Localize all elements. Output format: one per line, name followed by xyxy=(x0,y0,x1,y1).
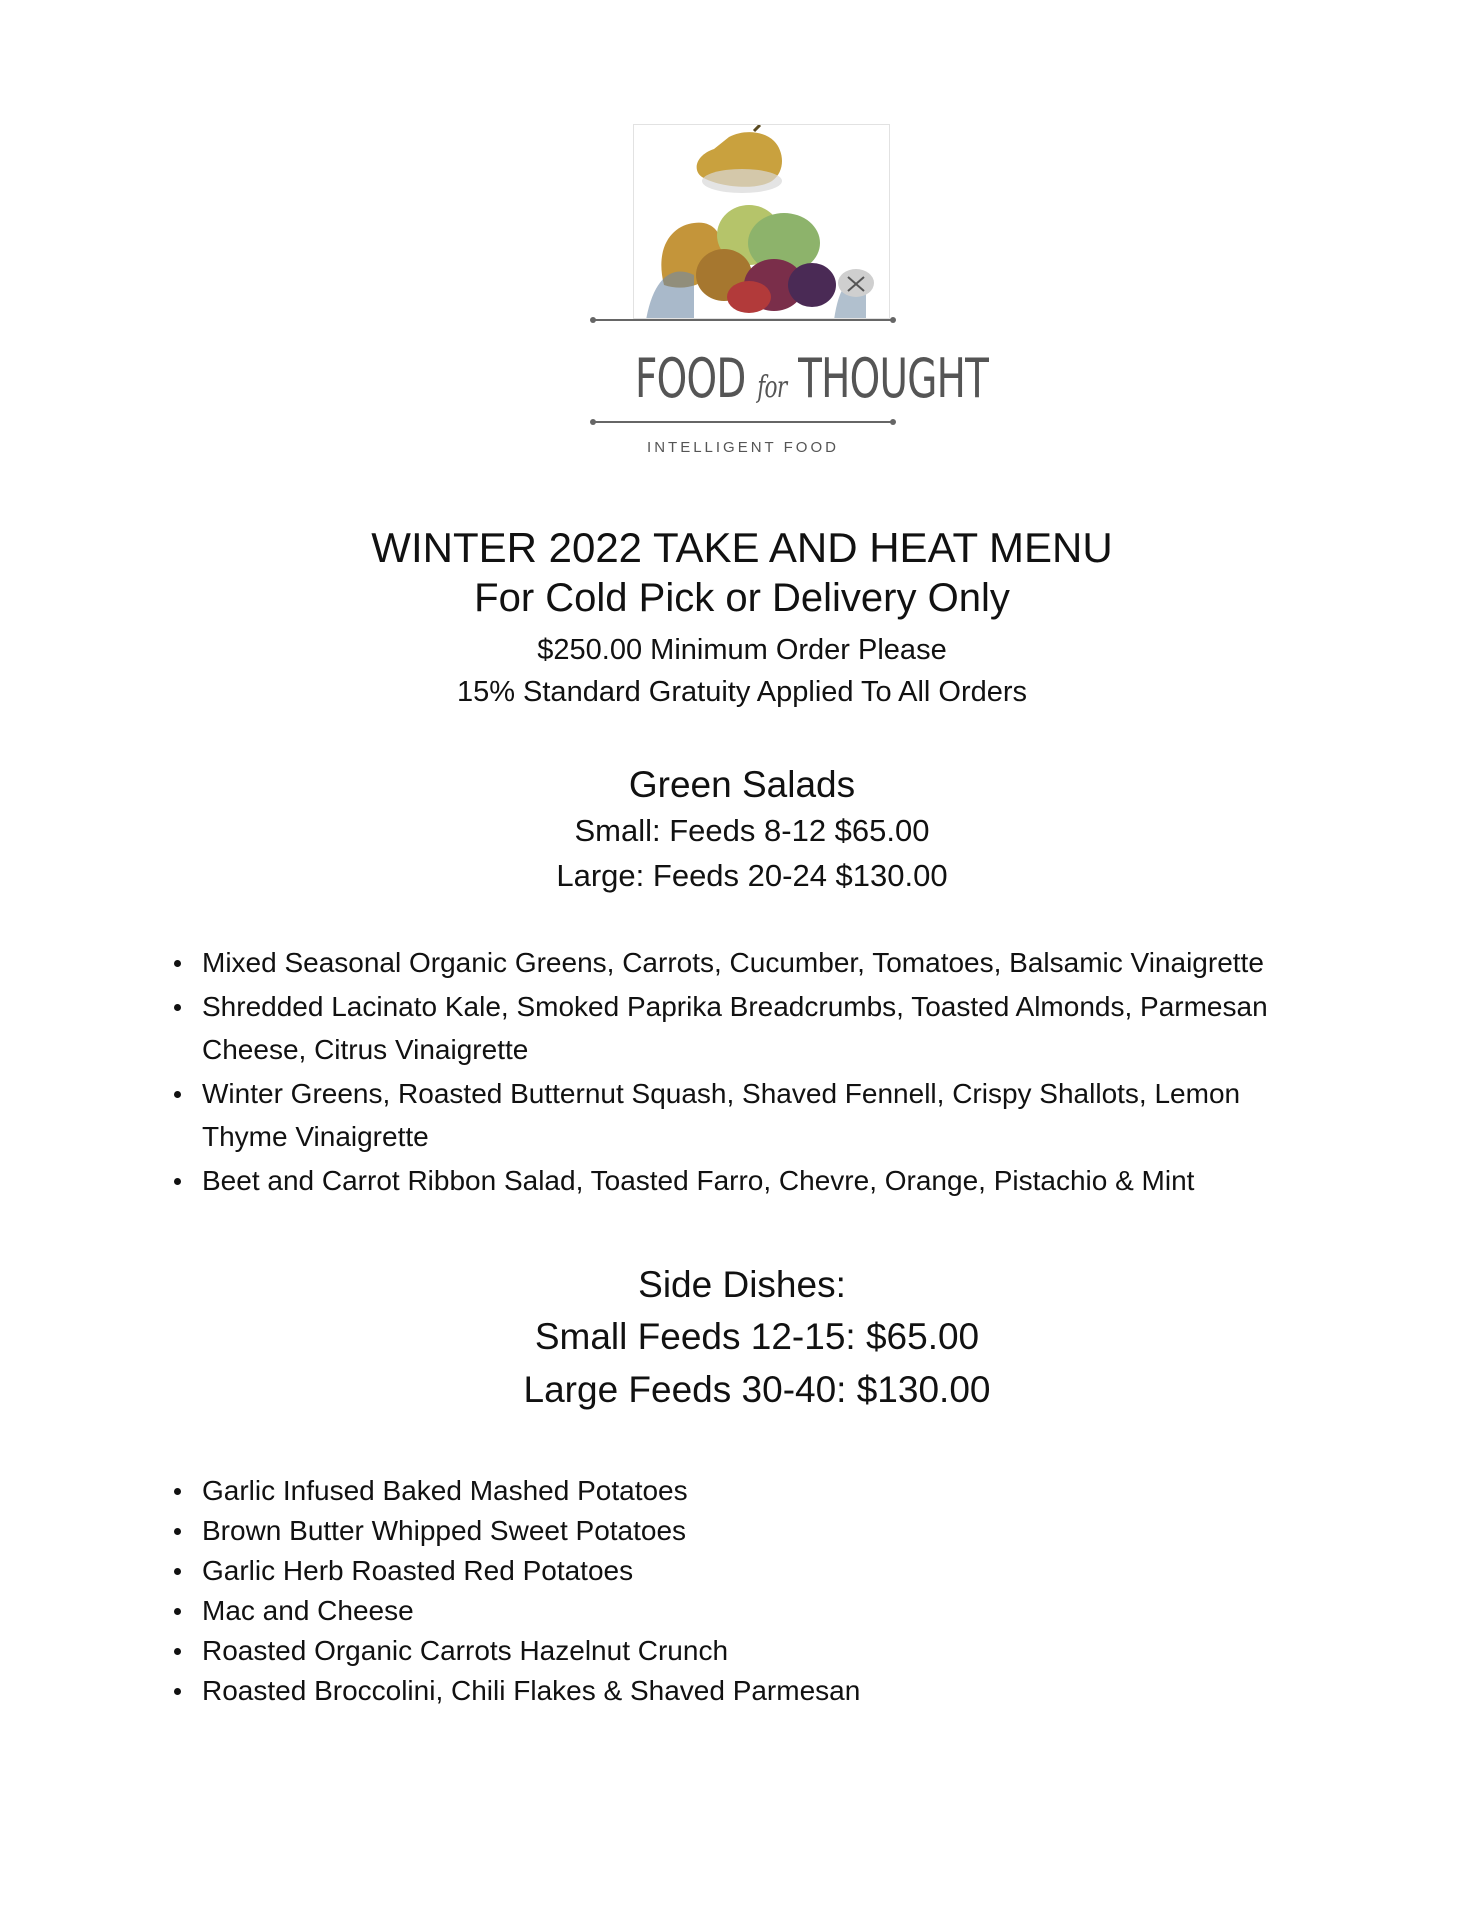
logo-word-food: FOOD xyxy=(635,347,746,410)
list-item: Winter Greens, Roasted Butternut Squash, Shaved Fennell, Crispy Shallots, Lemon Thyme Vinaigrette xyxy=(170,1072,1290,1159)
logo-bottom-rule xyxy=(593,421,893,423)
side-dishes-large-price: Large Feeds 30-40: $130.00 xyxy=(523,1369,991,1410)
list-item: Roasted Broccolini, Chili Flakes & Shaved Parmesan xyxy=(170,1671,1070,1711)
side-dishes-heading: Side Dishes: xyxy=(638,1264,846,1305)
list-item: Shredded Lacinato Kale, Smoked Paprika Breadcrumbs, Toasted Almonds, Parmesan Cheese, Citrus Vinaigrette xyxy=(170,985,1290,1072)
minimum-order-note: $250.00 Minimum Order Please xyxy=(537,634,947,666)
list-item: Garlic Herb Roasted Red Potatoes xyxy=(170,1551,1070,1591)
list-item: Beet and Carrot Ribbon Salad, Toasted Farro, Chevre, Orange, Pistachio & Mint xyxy=(170,1159,1290,1203)
logo-wordmark xyxy=(635,334,989,424)
list-item: Mac and Cheese xyxy=(170,1591,1070,1631)
food-for-thought-logo xyxy=(585,124,989,464)
gratuity-note: 15% Standard Gratuity Applied To All Orders xyxy=(456,676,1028,708)
green-salads-list xyxy=(170,941,1290,1202)
logo-word-thought: THOUGHT xyxy=(798,347,989,410)
menu-subtitle: For Cold Pick or Delivery Only xyxy=(474,576,1010,620)
logo-word-for: for xyxy=(757,370,787,405)
green-salads-heading: Green Salads xyxy=(628,764,856,805)
list-item: Garlic Infused Baked Mashed Potatoes xyxy=(170,1471,1070,1511)
list-item: Roasted Organic Carrots Hazelnut Crunch xyxy=(170,1631,1070,1671)
side-dishes-small-price: Small Feeds 12-15: $65.00 xyxy=(534,1316,980,1357)
green-salads-large-price: Large: Feeds 20-24 $130.00 xyxy=(556,858,948,893)
list-item: Brown Butter Whipped Sweet Potatoes xyxy=(170,1511,1070,1551)
menu-title: WINTER 2022 TAKE AND HEAT MENU xyxy=(371,524,1113,571)
fruit-basket-illustration xyxy=(633,124,890,319)
logo-tagline: INTELLIGENT FOOD xyxy=(647,439,839,456)
logo-top-rule xyxy=(593,319,893,321)
side-dishes-list xyxy=(170,1471,1070,1711)
list-item: Mixed Seasonal Organic Greens, Carrots, Cucumber, Tomatoes, Balsamic Vinaigrette xyxy=(170,941,1290,985)
green-salads-small-price: Small: Feeds 8-12 $65.00 xyxy=(574,813,930,848)
